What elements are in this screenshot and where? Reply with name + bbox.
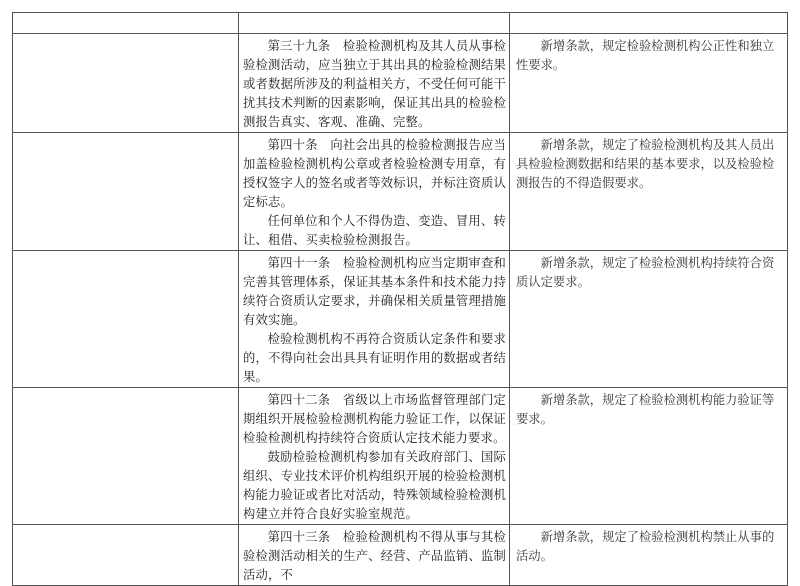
article-paragraph: 第四十二条 省级以上市场监督管理部门定期组织开展检验检测机构能力验证工作，以保证检验检测机构持续符合资质认定技术能力要求。 bbox=[243, 393, 506, 445]
article-paragraph: 第四十条 向社会出具的检验检测报告应当加盖检验检测机构公章或者检验检测专用章，有授权签字人的签名或者等效标识，并标注资质认定标志。 bbox=[243, 138, 506, 209]
old-text-cell bbox=[13, 133, 239, 251]
old-text-cell bbox=[13, 251, 239, 388]
note-cell bbox=[510, 251, 788, 388]
table-row bbox=[13, 525, 788, 586]
note-cell bbox=[510, 133, 788, 251]
article-paragraph: 鼓励检验检测机构参加有关政府部门、国际组织、专业技术评价机构组织开展的检验检测机构能力验证或者比对活动，特殊领域检验检测机构建立并符合良好实验室规范。 bbox=[243, 450, 506, 521]
article-paragraph: 检验检测机构不再符合资质认定条件和要求的，不得向社会出具具有证明作用的数据或者结果。 bbox=[243, 332, 506, 384]
note-text: 新增条款，规定了检验检测机构及其人员出具检验检测数据和结果的基本要求，以及检验检测报告的不得造假要求。 bbox=[516, 138, 775, 190]
new-text-cell bbox=[239, 525, 510, 586]
article-paragraph: 第四十三条 检验检测机构不得从事与其检验检测活动相关的生产、经营、产品监销、监制活动，不 bbox=[243, 530, 506, 582]
new-text-cell bbox=[239, 251, 510, 388]
header-row bbox=[13, 13, 788, 34]
new-text-cell bbox=[239, 133, 510, 251]
new-text-cell bbox=[239, 13, 510, 34]
old-text-cell bbox=[13, 13, 239, 34]
article-paragraph: 第三十九条 检验检测机构及其人员从事检验检测活动，应当独立于其出具的检验检测结果或者数据所涉及的利益相关方，不受任何可能干扰其技术判断的因素影响，保证其出具的检验检测报告真实、客观、准确、完整。 bbox=[243, 39, 506, 129]
new-text-cell bbox=[239, 34, 510, 133]
article-paragraph: 任何单位和个人不得伪造、变造、冒用、转让、租借、买卖检验检测报告。 bbox=[243, 214, 506, 247]
note-cell bbox=[510, 388, 788, 525]
note-cell bbox=[510, 525, 788, 586]
note-text: 新增条款，规定检验检测机构公正性和独立性要求。 bbox=[516, 39, 775, 72]
table-row bbox=[13, 251, 788, 388]
note-text: 新增条款，规定了检验检测机构禁止从事的活动。 bbox=[516, 530, 775, 563]
note-cell bbox=[510, 13, 788, 34]
comparison-table bbox=[12, 12, 788, 586]
old-text-cell bbox=[13, 34, 239, 133]
old-text-cell bbox=[13, 388, 239, 525]
old-text-cell bbox=[13, 525, 239, 586]
table-row bbox=[13, 388, 788, 525]
table-row bbox=[13, 133, 788, 251]
table-row bbox=[13, 34, 788, 133]
new-text-cell bbox=[239, 388, 510, 525]
note-cell bbox=[510, 34, 788, 133]
article-paragraph: 第四十一条 检验检测机构应当定期审查和完善其管理体系，保证其基本条件和技术能力持续符合资质认定要求，并确保相关质量管理措施有效实施。 bbox=[243, 256, 506, 327]
note-text: 新增条款，规定了检验检测机构持续符合资质认定要求。 bbox=[516, 256, 775, 289]
note-text: 新增条款，规定了检验检测机构能力验证等要求。 bbox=[516, 393, 775, 426]
